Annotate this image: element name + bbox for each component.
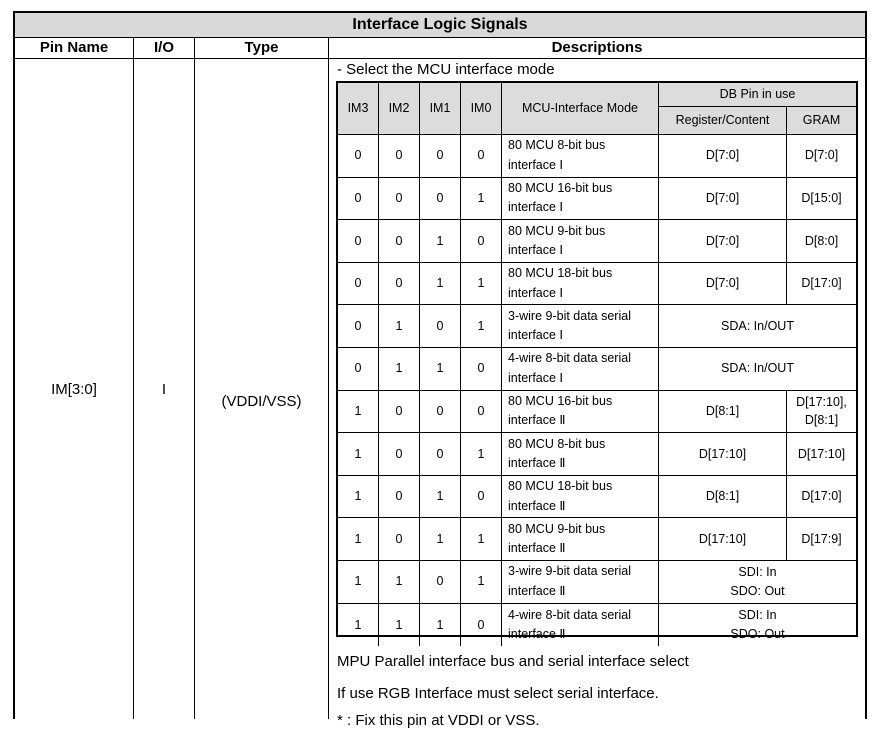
im-bit-cell — [338, 135, 379, 178]
table-header-label: IM0 — [470, 101, 492, 116]
im-bit-cell — [420, 305, 461, 348]
db-pin-merged-cell — [659, 561, 856, 604]
im-bit-cell — [338, 220, 379, 263]
im-bit-cell — [379, 305, 420, 348]
gram-cell — [787, 433, 856, 476]
interface-mode-text — [508, 222, 605, 261]
interface-mode-line: 80 MCU 16-bit bus — [508, 181, 613, 196]
interface-mode-line: interface Ⅱ — [508, 413, 566, 428]
im-bit-value: 1 — [477, 531, 485, 546]
im-bit-value: 1 — [354, 446, 362, 461]
im-bit-cell — [420, 433, 461, 476]
im-bit-cell — [461, 391, 502, 434]
im-bit-cell — [379, 391, 420, 434]
im-bit-value: 0 — [477, 489, 485, 504]
header-row — [15, 38, 865, 59]
im-bit-value: 1 — [354, 489, 362, 504]
im-bit-cell — [379, 135, 420, 178]
im-bit-value: 1 — [436, 361, 444, 376]
im-bit-value: 1 — [395, 318, 403, 333]
gram-value: D[8:0] — [804, 233, 839, 248]
note-fix-pin: * : Fix this pin at VDDI or VSS. — [337, 712, 540, 729]
gram-text — [805, 232, 838, 251]
io-cell — [134, 59, 194, 719]
table-header-cell — [420, 83, 461, 135]
im-bit-value: 0 — [477, 361, 485, 376]
interface-mode-text — [508, 606, 631, 645]
im-bit-cell — [338, 561, 379, 604]
im-bit-value: 0 — [354, 276, 362, 291]
interface-mode-text — [508, 477, 612, 516]
im-bit-cell — [338, 476, 379, 519]
interface-mode-cell — [502, 433, 659, 476]
table-header-label: Register/Content — [675, 113, 770, 128]
im-bit-value: 1 — [477, 318, 485, 333]
db-pin-line: SDI: In — [738, 608, 777, 623]
interface-mode-text — [508, 136, 605, 175]
im-bit-value: 1 — [395, 617, 403, 632]
interface-mode-line: interface Ⅰ — [508, 242, 564, 257]
db-pin-line: SDA: In/OUT — [721, 361, 794, 376]
im-bit-cell — [461, 305, 502, 348]
interface-mode-cell — [502, 518, 659, 561]
im-bit-cell — [379, 348, 420, 391]
im-bit-value: 0 — [395, 276, 403, 291]
interface-mode-line: interface Ⅰ — [508, 328, 564, 343]
table-header-cell — [502, 83, 659, 135]
description-cell — [329, 59, 865, 729]
im-bit-value: 1 — [436, 531, 444, 546]
im-bit-cell — [338, 433, 379, 476]
interface-mode-cell — [502, 135, 659, 178]
mcu-interface-mode-table — [336, 81, 858, 641]
im-bit-value: 0 — [395, 148, 403, 163]
db-pin-merged-text — [730, 606, 784, 644]
register-content-cell — [659, 391, 787, 434]
interface-mode-cell — [502, 561, 659, 604]
gram-text — [801, 530, 841, 549]
im-bit-cell — [379, 561, 420, 604]
note-parallel-serial: MPU Parallel interface bus and serial interface select — [337, 653, 689, 670]
table-title: Interface Logic Signals — [15, 13, 865, 38]
im-bit-cell — [461, 220, 502, 263]
im-bit-cell — [379, 263, 420, 306]
interface-mode-text — [508, 307, 631, 346]
im-bit-value: 0 — [436, 191, 444, 206]
interface-mode-line: interface Ⅱ — [508, 626, 566, 641]
gram-value: D[7:0] — [804, 148, 839, 163]
im-bit-cell — [420, 518, 461, 561]
register-content-value: D[8:1] — [705, 489, 740, 504]
im-bit-value: 0 — [354, 318, 362, 333]
interface-mode-text — [508, 392, 612, 431]
gram-value: D[15:0] — [801, 191, 842, 206]
register-content-value: D[7:0] — [705, 276, 740, 291]
register-content-cell — [659, 178, 787, 221]
im-bit-cell — [420, 220, 461, 263]
register-content-value: D[7:0] — [705, 233, 740, 248]
im-bit-cell — [379, 178, 420, 221]
table-header-db-pin — [659, 83, 856, 107]
table-header-label: IM2 — [388, 101, 410, 116]
im-bit-cell — [338, 305, 379, 348]
header-io: I/O — [153, 39, 174, 56]
im-bit-value: 0 — [477, 617, 485, 632]
gram-text — [801, 189, 841, 208]
im-bit-cell — [338, 391, 379, 434]
im-bit-value: 1 — [395, 574, 403, 589]
interface-mode-cell — [502, 476, 659, 519]
gram-value: D[17:10] — [797, 446, 846, 461]
interface-mode-line: 80 MCU 8-bit bus — [508, 138, 606, 153]
im-bit-value: 0 — [395, 404, 403, 419]
db-pin-line: SDO: Out — [730, 626, 785, 641]
im-bit-cell — [420, 135, 461, 178]
table-header-label: DB Pin in use — [719, 87, 796, 102]
interface-mode-line: 3-wire 9-bit data serial — [508, 308, 631, 323]
im-bit-cell — [379, 518, 420, 561]
gram-cell — [787, 263, 856, 306]
im-bit-cell — [461, 476, 502, 519]
im-bit-value: 0 — [436, 574, 444, 589]
register-content-cell — [659, 263, 787, 306]
interface-mode-text — [508, 435, 605, 474]
interface-mode-line: interface Ⅰ — [508, 370, 564, 385]
im-bit-cell — [379, 220, 420, 263]
register-content-cell — [659, 220, 787, 263]
im-bit-value: 0 — [436, 404, 444, 419]
interface-mode-cell — [502, 220, 659, 263]
gram-text — [805, 146, 838, 165]
im-bit-cell — [379, 476, 420, 519]
register-content-value: D[17:10] — [698, 531, 747, 546]
gram-cell — [787, 135, 856, 178]
interface-mode-cell — [502, 391, 659, 434]
type-cell — [195, 59, 328, 719]
im-bit-value: 0 — [354, 233, 362, 248]
gram-text — [798, 445, 845, 464]
note-rgb-interface: If use RGB Interface must select serial interface. — [337, 685, 659, 702]
interface-mode-line: 80 MCU 9-bit bus — [508, 223, 606, 238]
interface-logic-signals-table — [13, 11, 867, 729]
interface-mode-line: 80 MCU 9-bit bus — [508, 521, 606, 536]
im-bit-cell — [338, 518, 379, 561]
gram-cell — [787, 178, 856, 221]
interface-mode-text — [508, 264, 612, 303]
im-bit-cell — [420, 263, 461, 306]
im-bit-cell — [461, 178, 502, 221]
im-bit-value: 0 — [354, 361, 362, 376]
interface-mode-line: interface Ⅱ — [508, 498, 566, 513]
im-bit-value: 1 — [477, 191, 485, 206]
gram-value: D[17:0] — [801, 276, 842, 291]
register-content-value: D[17:10] — [698, 446, 747, 461]
register-content-value: D[7:0] — [705, 191, 740, 206]
interface-mode-cell — [502, 178, 659, 221]
im-bit-cell — [461, 604, 502, 647]
im-bit-cell — [420, 348, 461, 391]
header-pin-name: Pin Name — [39, 39, 109, 56]
im-bit-value: 1 — [354, 617, 362, 632]
im-bit-cell — [338, 348, 379, 391]
register-content-value: D[8:1] — [705, 404, 740, 419]
im-bit-value: 0 — [395, 233, 403, 248]
interface-mode-line: 80 MCU 16-bit bus — [508, 394, 613, 409]
interface-mode-line: interface Ⅱ — [508, 455, 566, 470]
interface-mode-cell — [502, 604, 659, 647]
im-bit-cell — [461, 135, 502, 178]
pin-name-cell — [15, 59, 133, 719]
db-pin-line: SDI: In — [738, 565, 777, 580]
im-bit-value: 0 — [436, 318, 444, 333]
im-bit-value: 1 — [477, 276, 485, 291]
table-header-label: IM1 — [429, 101, 451, 116]
table-header-cell — [338, 83, 379, 135]
interface-mode-line: 4-wire 8-bit data serial — [508, 607, 631, 622]
interface-mode-cell — [502, 348, 659, 391]
im-bit-value: 1 — [354, 574, 362, 589]
im-bit-value: 1 — [436, 617, 444, 632]
interface-mode-line: 80 MCU 18-bit bus — [508, 479, 613, 494]
gram-cell — [787, 476, 856, 519]
interface-mode-line: interface Ⅰ — [508, 157, 564, 172]
header-type: Type — [244, 39, 279, 56]
im-bit-cell — [420, 604, 461, 647]
im-bit-cell — [461, 561, 502, 604]
pin-name: IM[3:0] — [51, 380, 97, 398]
interface-mode-line: 80 MCU 18-bit bus — [508, 266, 613, 281]
table-header-gram — [787, 107, 856, 135]
interface-mode-text — [508, 179, 612, 218]
select-mode-text: - Select the MCU interface mode — [337, 61, 555, 78]
im-bit-value: 0 — [436, 148, 444, 163]
table-header-cell — [461, 83, 502, 135]
gram-value: D[17:10], — [796, 394, 847, 409]
db-pin-merged-text — [721, 317, 794, 336]
interface-mode-line: 4-wire 8-bit data serial — [508, 351, 631, 366]
table-header-label: MCU-Interface Mode — [521, 101, 638, 116]
table-header-label: IM3 — [347, 101, 369, 116]
im-bit-cell — [420, 391, 461, 434]
interface-mode-text — [508, 349, 631, 388]
im-bit-cell — [338, 178, 379, 221]
im-bit-value: 1 — [354, 531, 362, 546]
pin-io: I — [161, 380, 167, 398]
gram-value: D[8:1] — [804, 413, 839, 428]
im-bit-cell — [338, 604, 379, 647]
im-bit-value: 0 — [354, 191, 362, 206]
db-pin-line: SDO: Out — [730, 583, 785, 598]
im-bit-value: 0 — [477, 404, 485, 419]
gram-cell — [787, 391, 856, 434]
im-bit-value: 0 — [395, 191, 403, 206]
im-bit-value: 1 — [477, 446, 485, 461]
interface-mode-cell — [502, 263, 659, 306]
interface-mode-line: interface Ⅰ — [508, 200, 564, 215]
gram-cell — [787, 220, 856, 263]
interface-mode-line: interface Ⅰ — [508, 285, 564, 300]
interface-mode-line: 3-wire 9-bit data serial — [508, 564, 631, 579]
table-header-register — [659, 107, 787, 135]
interface-mode-text — [508, 520, 605, 559]
register-content-cell — [659, 518, 787, 561]
im-bit-value: 1 — [436, 489, 444, 504]
im-bit-cell — [461, 433, 502, 476]
im-bit-cell — [461, 518, 502, 561]
im-bit-cell — [461, 263, 502, 306]
db-pin-line: SDA: In/OUT — [721, 318, 794, 333]
im-bit-cell — [338, 263, 379, 306]
interface-mode-text — [508, 562, 631, 601]
interface-mode-cell — [502, 305, 659, 348]
im-bit-value: 0 — [395, 531, 403, 546]
gram-value: D[17:0] — [801, 489, 842, 504]
db-pin-merged-cell — [659, 348, 856, 391]
im-bit-cell — [379, 433, 420, 476]
register-content-cell — [659, 135, 787, 178]
gram-text — [801, 274, 841, 293]
pin-type: (VDDI/VSS) — [221, 392, 302, 410]
header-descriptions: Descriptions — [551, 39, 643, 56]
im-bit-value: 0 — [395, 489, 403, 504]
im-bit-value: 1 — [436, 276, 444, 291]
im-bit-value: 0 — [477, 148, 485, 163]
im-bit-cell — [420, 561, 461, 604]
im-bit-value: 1 — [477, 574, 485, 589]
im-bit-value: 0 — [354, 148, 362, 163]
im-bit-cell — [420, 476, 461, 519]
im-bit-value: 0 — [395, 446, 403, 461]
interface-mode-line: interface Ⅱ — [508, 583, 566, 598]
db-pin-merged-cell — [659, 305, 856, 348]
gram-text — [796, 393, 847, 431]
register-content-cell — [659, 433, 787, 476]
interface-mode-line: interface Ⅱ — [508, 541, 566, 556]
gram-value: D[17:9] — [801, 531, 842, 546]
im-bit-value: 1 — [436, 233, 444, 248]
gram-text — [801, 487, 841, 506]
db-pin-merged-text — [730, 563, 784, 601]
db-pin-merged-cell — [659, 604, 856, 647]
table-header-label: GRAM — [802, 113, 841, 128]
db-pin-merged-text — [721, 359, 794, 378]
im-bit-value: 1 — [395, 361, 403, 376]
register-content-cell — [659, 476, 787, 519]
im-bit-value: 1 — [354, 404, 362, 419]
im-bit-value: 0 — [477, 233, 485, 248]
register-content-value: D[7:0] — [705, 148, 740, 163]
table-header-cell — [379, 83, 420, 135]
gram-cell — [787, 518, 856, 561]
im-bit-cell — [420, 178, 461, 221]
im-bit-cell — [379, 604, 420, 647]
im-bit-cell — [461, 348, 502, 391]
interface-mode-line: 80 MCU 8-bit bus — [508, 436, 606, 451]
im-bit-value: 0 — [436, 446, 444, 461]
